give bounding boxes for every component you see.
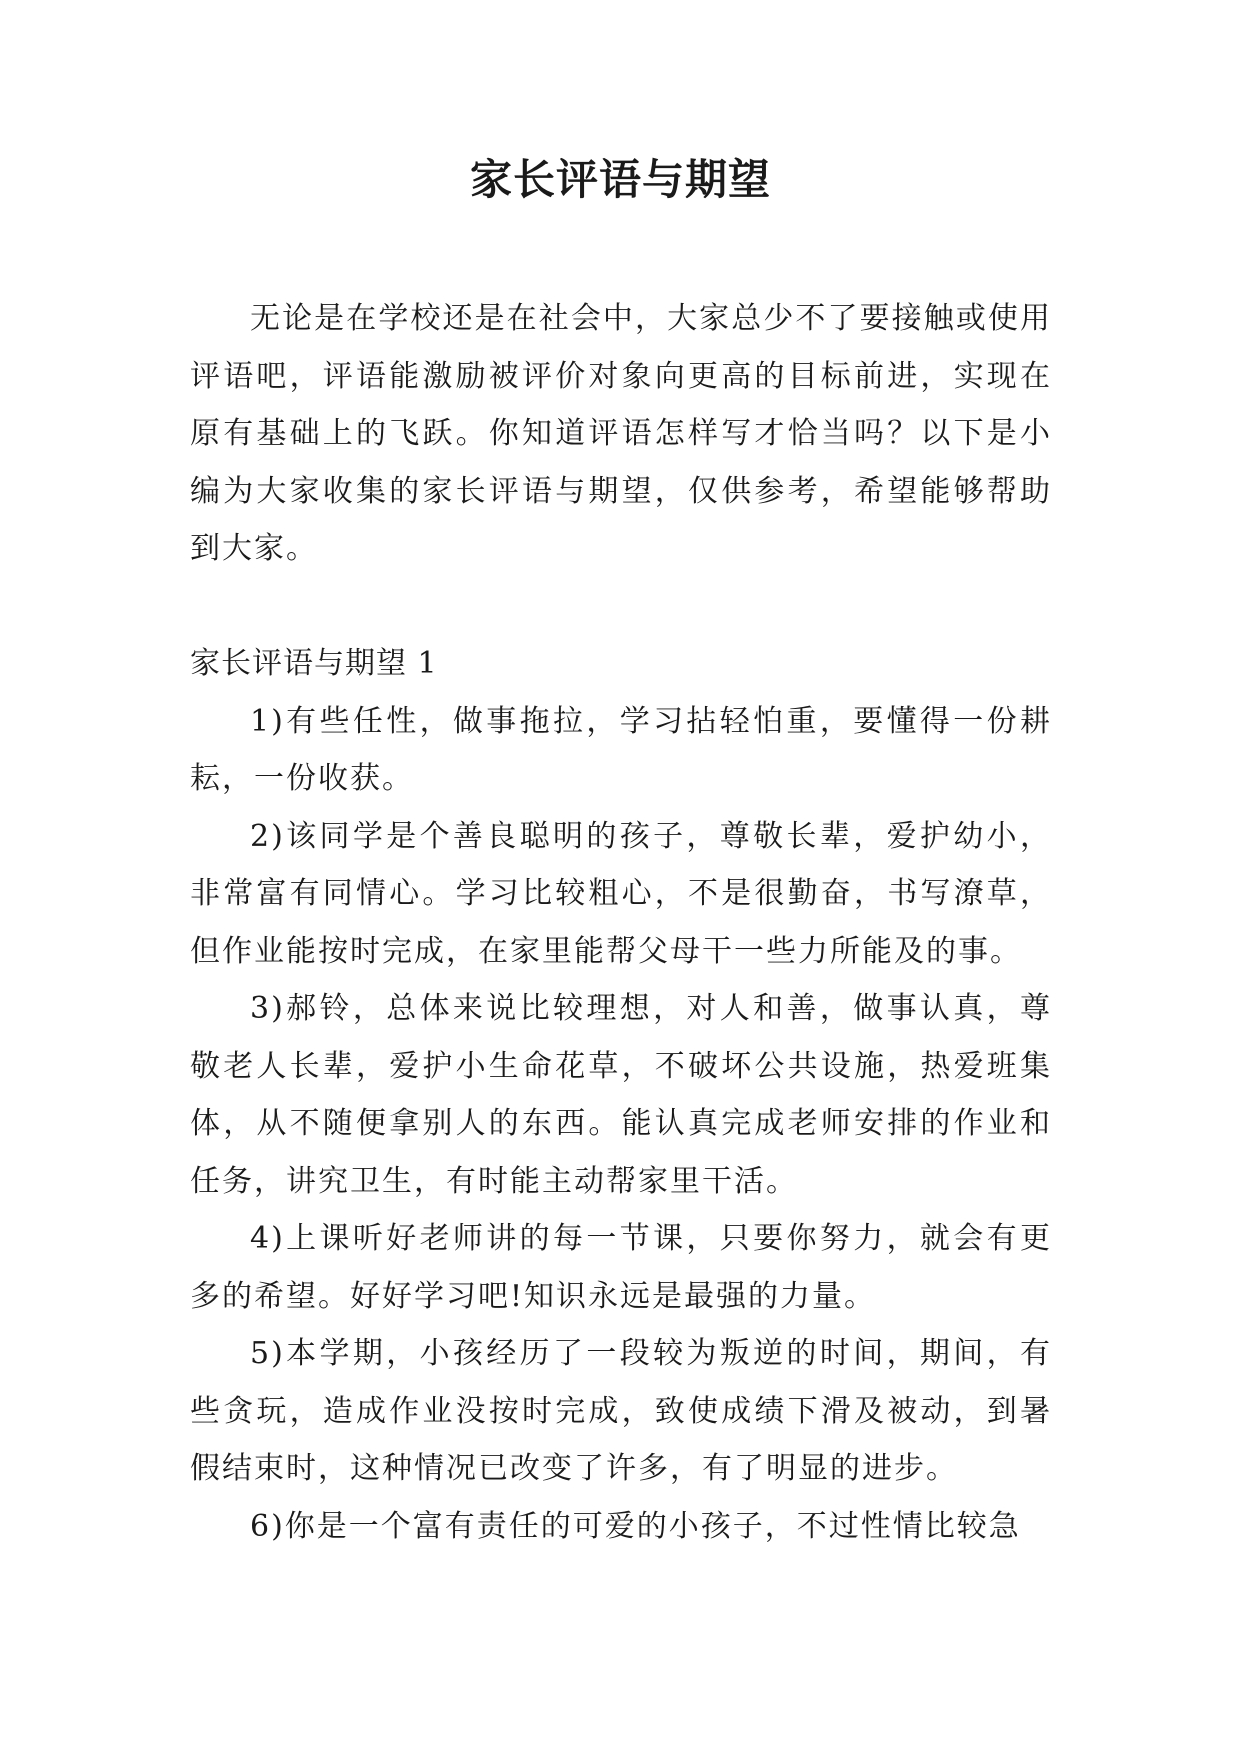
document-body — [190, 290, 1052, 1555]
comment-item-4: 4)上课听好老师讲的每一节课，只要你努力，就会有更多的希望。好好学习吧!知识永远是最强的力量。 — [190, 1221, 1052, 1314]
document-title: 家长评语与期望 — [469, 155, 771, 204]
section-heading: 家长评语与期望 1 — [190, 646, 438, 681]
intro-paragraph: 无论是在学校还是在社会中，大家总少不了要接触或使用评语吧，评语能激励被评价对象向更高的目标前进，实现在原有基础上的飞跃。你知道评语怎样写才恰当吗？以下是小编为大家收集的家长评语与期望，仅供参考，希望能够帮助到大家。 — [190, 301, 1052, 566]
comment-item-5: 5)本学期，小孩经历了一段较为叛逆的时间，期间，有些贪玩，造成作业没按时完成，致使成绩下滑及被动，到暑假结束时，这种情况已改变了许多，有了明显的进步。 — [190, 1336, 1052, 1486]
comment-item-2: 2)该同学是个善良聪明的孩子，尊敬长辈，爱护幼小，非常富有同情心。学习比较粗心，不是很勤奋，书写潦草，但作业能按时完成，在家里能帮父母干一些力所能及的事。 — [190, 818, 1052, 969]
comment-item-3: 3)郝铃，总体来说比较理想，对人和善，做事认真，尊敬老人长辈，爱护小生命花草，不破坏公共设施，热爱班集体，从不随便拿别人的东西。能认真完成老师安排的作业和任务，讲究卫生，有时能主动帮家里干活。 — [190, 991, 1052, 1199]
comment-item-6: 6)你是一个富有责任的可爱的小孩子，不过性情比较急 — [250, 1508, 1021, 1544]
comment-item-1: 1)有些任性，做事拖拉，学习拈轻怕重，要懂得一份耕耘，一份收获。 — [190, 703, 1052, 796]
